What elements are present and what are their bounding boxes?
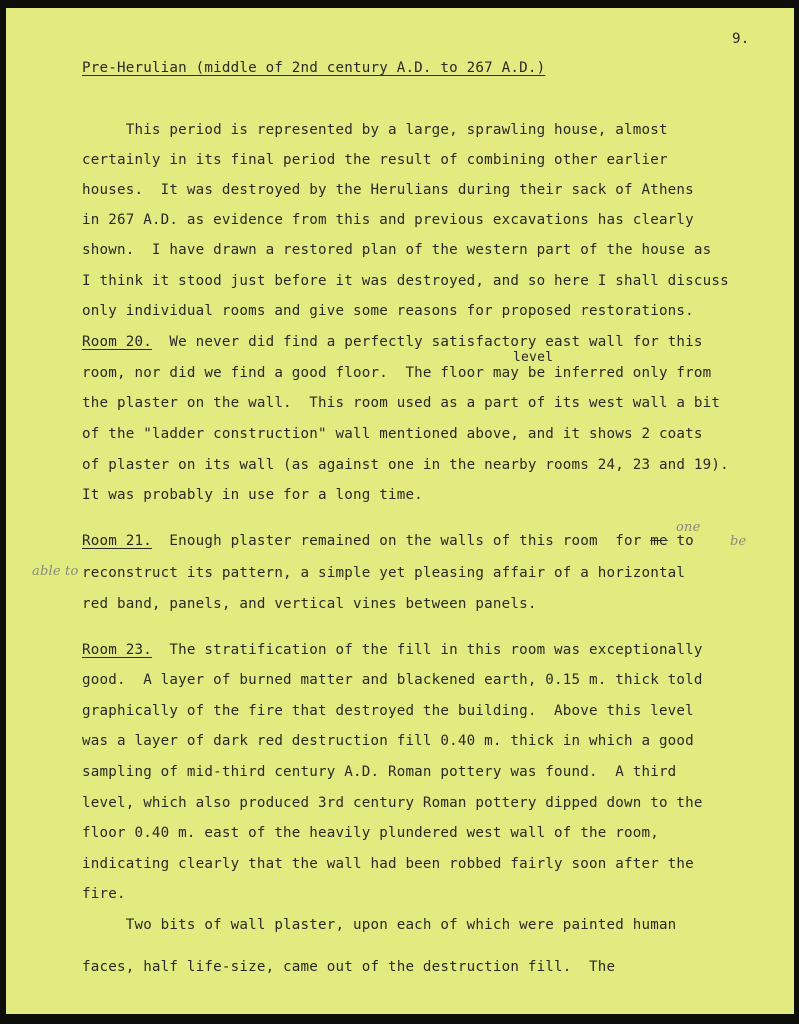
- typewritten-page: [6, 8, 794, 1014]
- page-number: 9.: [732, 31, 750, 47]
- body-line: faces, half life-size, came out of the destruction fill. The: [82, 959, 616, 975]
- body-line: The stratification of the fill in this room was exceptionally: [151, 642, 703, 658]
- room-21-label: Room 21.: [82, 533, 152, 549]
- body-line: floor 0.40 m. east of the heavily plundered west wall of the room,: [82, 825, 659, 841]
- body-line: I think it stood just before it was destroyed, and so here I shall discuss: [82, 273, 729, 289]
- body-line: good. A layer of burned matter and blackened earth, 0.15 m. thick told: [82, 672, 703, 688]
- body-line: fire.: [82, 886, 126, 902]
- body-line: of plaster on its wall (as against one in the nearby rooms 24, 23 and 19).: [82, 457, 729, 473]
- body-line: houses. It was destroyed by the Herulians during their sack of Athens: [82, 182, 694, 198]
- body-line: It was probably in use for a long time.: [82, 487, 423, 503]
- room-21-paragraph-start: [82, 532, 694, 550]
- struck-word: me: [650, 533, 668, 549]
- body-line: only individual rooms and give some reasons for proposed restorations.: [82, 303, 694, 319]
- body-line: red band, panels, and vertical vines between panels.: [82, 596, 537, 612]
- body-line: reconstruct its pattern, a simple yet pleasing affair of a horizontal: [82, 565, 686, 581]
- body-line: the plaster on the wall. This room used as a part of its west wall a bit: [82, 395, 721, 411]
- body-line: Enough plaster remained on the walls of this room for: [151, 533, 651, 549]
- body-line: in 267 A.D. as evidence from this and previous excavations has clearly: [82, 212, 694, 228]
- room-23-paragraph-start: [82, 641, 703, 659]
- body-line: shown. I have drawn a restored plan of the western part of the house as: [82, 242, 712, 258]
- room-20-label: Room 20.: [82, 334, 152, 350]
- handwritten-one: one: [676, 520, 701, 535]
- body-line: of the "ladder construction" wall mentioned above, and it shows 2 coats: [82, 426, 703, 442]
- inserted-word-level: level: [513, 350, 554, 365]
- body-line: Two bits of wall plaster, upon each of which were painted human: [82, 917, 677, 933]
- room-23-label: Room 23.: [82, 642, 152, 658]
- body-line: graphically of the fire that destroyed the building. Above this level: [82, 703, 694, 719]
- body-line: sampling of mid-third century A.D. Roman pottery was found. A third: [82, 764, 677, 780]
- body-line: certainly in its final period the result of combining other earlier: [82, 152, 668, 168]
- section-heading: Pre-Herulian (middle of 2nd century A.D. to 267 A.D.): [82, 60, 546, 76]
- body-line: We never did find a perfectly satisfactory east wall for this: [151, 334, 703, 350]
- body-line: was a layer of dark red destruction fill 0.40 m. thick in which a good: [82, 733, 694, 749]
- body-line: room, nor did we find a good floor. The floor may be inferred only from: [82, 365, 712, 381]
- handwritten-be: be: [730, 534, 747, 549]
- room-20-paragraph-start: [82, 333, 703, 351]
- handwritten-able-to: able to: [32, 564, 79, 579]
- body-line: This period is represented by a large, sprawling house, almost: [82, 122, 668, 138]
- body-line: indicating clearly that the wall had been robbed fairly soon after the: [82, 856, 694, 872]
- body-line: level, which also produced 3rd century Roman pottery dipped down to the: [82, 795, 703, 811]
- body-line-end: to: [667, 533, 694, 549]
